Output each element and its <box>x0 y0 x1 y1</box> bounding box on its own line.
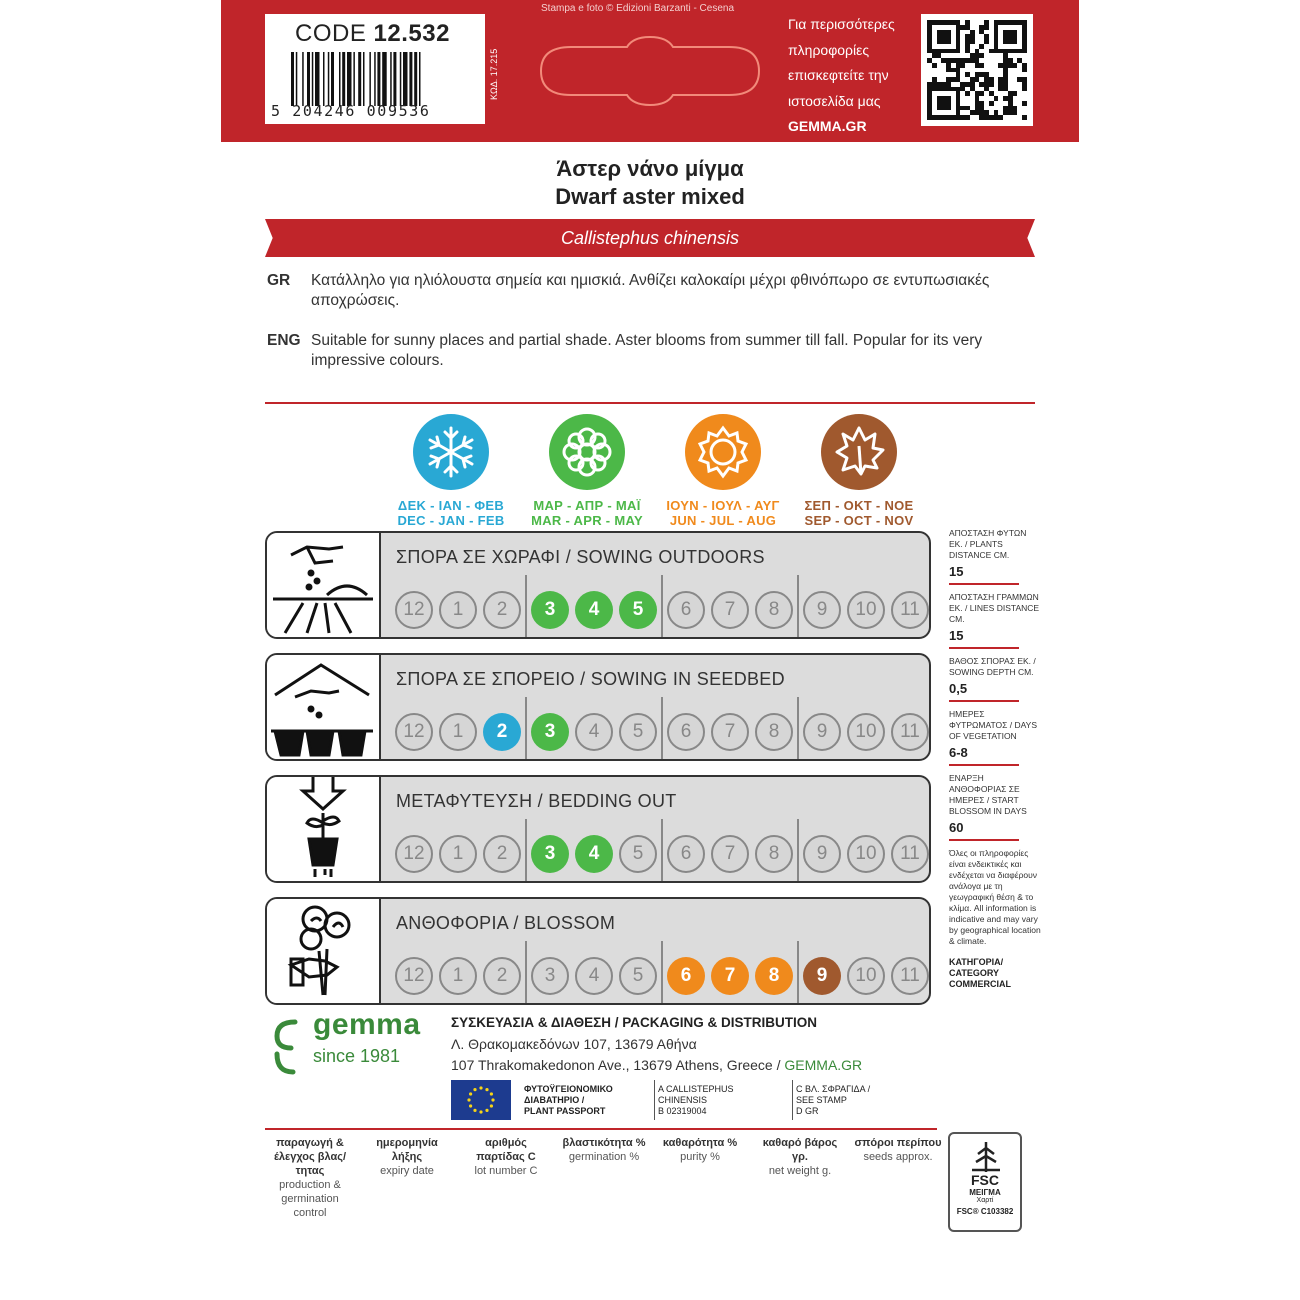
month-1: 1 <box>439 591 477 629</box>
month-10: 10 <box>847 835 885 873</box>
season-autumn: ΣΕΠ - ΟΚΤ - ΝΟΕ SEP - OCT - NOV <box>799 414 919 528</box>
sowing-depth-value: 0,5 <box>949 681 1019 702</box>
category-label: ΚΑΤΗΓΟΡΙΑ/ CATEGORY COMMERCIAL <box>949 957 1011 989</box>
season-separator <box>661 941 663 1005</box>
passport-divider <box>792 1080 793 1120</box>
barcode-panel <box>265 14 485 124</box>
month-5: 5 <box>619 835 657 873</box>
month-9: 9 <box>803 713 841 751</box>
flower-icon <box>549 414 625 490</box>
month-1: 1 <box>439 835 477 873</box>
month-5: 5 <box>619 957 657 995</box>
months-row-1 <box>387 713 927 753</box>
spec-label: ΑΠΟΣΤΑΣΗ ΓΡΑΜΜΩΝ ΕΚ. / LINES DISTANCE CM. <box>949 592 1040 624</box>
footer-seeds: σπόροι περίπου seeds approx. <box>854 1137 942 1163</box>
month-1: 1 <box>439 713 477 751</box>
month-5: 5 <box>619 591 657 629</box>
season-separator <box>661 575 663 639</box>
spec-label: ΕΝΑΡΞΗ ΑΝΘΟΦΟΡΙΑΣ ΣΕ ΗΜΕΡΕΣ / START BLOSSOM IN DAYS <box>949 773 1027 816</box>
plants-distance-value: 15 <box>949 564 1019 585</box>
month-4: 4 <box>575 591 613 629</box>
distribution-website-link[interactable]: GEMMA.GR <box>784 1057 863 1073</box>
brand-since: since 1981 <box>313 1046 401 1066</box>
month-3: 3 <box>531 957 569 995</box>
month-8: 8 <box>755 957 793 995</box>
footer-lot: αριθμός παρτίδας C lot number C <box>474 1137 538 1177</box>
latin-name: Callistephus chinensis <box>560 228 740 248</box>
row-sowing-seedbed: ΣΠΟΡΑ ΣΕ ΣΠΟΡΕΙΟ / SOWING IN SEEDBED 12 1 2 3 4 5 6 7 8 9 10 11 <box>265 653 931 761</box>
fsc-tree-icon <box>968 1140 1004 1174</box>
seed-packet-back: CODE 12.532 5 204246 009536 ΚΩΔ. 17.215 Stampa e foto © Edizioni Barzanti - Cesena Για περισσότερες πληροφορίες επισκεφτείτε την ιστοσελίδα μας GEMMA.GR Άστερ νάνο μίγμα Dwarf aster mixed Callistephus chinensis GR Κατάλληλο για ηλιόλουστα σημεία και ημισκιά. Ανθίζει καλοκαίρι μέχρι φθινόπωρο σε εντυπωσιακές αποχρώσεις. ENG Suitable for sunny places and partial shade. Aster blooms from summer till fall. Popular for its very impressive colours. ΔΕΚ - ΙΑΝ - ΦΕΒ DEC - JAN - FEB ΜΑΡ - ΑΠΡ - ΜΑΪ MAR - APR - MAY ΙΟΥΝ - ΙΟΥΛ - ΑΥΓ JUN - JUL - AUG ΣΕΠ - ΟΚΤ - ΝΟΕ SEP - OCT - NOV ΣΠΟΡΑ ΣΕ ΧΩΡΑΦΙ / SOWING OUTDOORS 12 1 2 3 4 5 6 7 8 9 10 11 ΣΠΟΡΑ ΣΕ ΣΠΟΡΕΙΟ / SOWING IN SEEDBED 12 1 2 3 4 5 6 7 8 9 10 11 ΜΕΤΑΦΥΤΕΥΣΗ / BEDDING OUT 12 1 2 3 4 5 6 7 8 9 10 11 ΑΝΘΟΦΟΡΙΑ / BLOSSOM 12 1 2 3 4 5 6 7 8 9 10 11 ΑΠΟΣΤΑΣΗ ΦΥΤΩΝ ΕΚ. / PLANTS DISTANCE CM. 15 ΑΠΟΣΤΑΣΗ ΓΡΑΜΜΩΝ ΕΚ. / LINES DISTANCE CM. 15 ΒΑΘΟΣ ΣΠΟΡΑΣ ΕΚ. / SOWING DEPTH CM. 0,5 ΗΜΕΡΕΣ ΦΥΤΡΩΜΑΤΟΣ / DAYS OF VEGETATION 6-8 ΕΝΑΡΞΗ ΑΝΘΟΦΟΡΙΑΣ ΣΕ ΗΜΕΡΕΣ / START BLOSSOM IN DAYS 60 Όλες οι πληροφορίες είναι ενδεικτικές και ενδέχεται να διαφέρουν ανάλογα με τη γεωγραφική θέση & το κλίμα. All information is indicative and may vary by geographical location & climate. ΚΑΤΗΓΟΡΙΑ/ CATEGORY COMMERCIAL gemma since 1981 ΣΥΣΚΕΥΑΣΙΑ & ΔΙΑΘΕΣΗ / PACKAGING & DISTRIBUTION Λ. Θρακομακεδόνων 107, 13679 Αθήνα 107 Thrakomakedonon Ave., 13679 Athens, Greece / GEMMA.GR ΦΥΤΟΫΓΕΙΟΝΟΜΙΚΟ ΔΙΑΒΑΤΗΡΙΟ / PLANT PASSPORT A CALLISTEPHUS CHINENSIS B 02319004 C ΒΛ. ΣΦΡΑΓΙΔΑ / SEE STAMP D GR παραγωγή & έλεγχος βλας/τητας production & germination control ημερομηνία λήξης expiry date αριθμός παρτίδας C lot number C βλαστικότητα % germination % καθαρότητα % purity % καθαρό βάρος γρ. net weight g. σπόροι περίπου seeds approx. FSC ΜΕΙΓΜΑ Χαρτί FSC® C103382 <box>221 0 1079 1300</box>
month-11: 11 <box>891 957 929 995</box>
month-2: 2 <box>483 835 521 873</box>
month-6: 6 <box>667 591 705 629</box>
month-7: 7 <box>711 957 749 995</box>
month-7: 7 <box>711 591 749 629</box>
distribution-heading: ΣΥΣΚΕΥΑΣΙΑ & ΔΙΑΘΕΣΗ / PACKAGING & DISTRIBUTION <box>451 1015 818 1030</box>
month-12: 12 <box>395 957 433 995</box>
plant-passport-title: ΦΥΤΟΫΓΕΙΟΝΟΜΙΚΟ ΔΙΑΒΑΤΗΡΙΟ / PLANT PASSPORT <box>524 1084 613 1116</box>
cultivation-specs <box>949 528 1041 990</box>
header-band <box>221 0 1079 142</box>
months-row-3 <box>387 957 927 997</box>
month-10: 10 <box>847 591 885 629</box>
rose-icon <box>267 899 381 1003</box>
month-3: 3 <box>531 835 569 873</box>
month-8: 8 <box>755 713 793 751</box>
qr-code-icon <box>927 20 1027 120</box>
season-separator <box>661 697 663 761</box>
blossom-days-value: 60 <box>949 820 1019 841</box>
website-link[interactable]: GEMMA.GR <box>788 118 867 134</box>
plant-passport-ab: A CALLISTEPHUS CHINENSIS B 02319004 <box>658 1084 734 1116</box>
season-separator <box>661 819 663 883</box>
footer-weight: καθαρό βάρος γρ. net weight g. <box>762 1137 838 1177</box>
month-3: 3 <box>531 713 569 751</box>
season-separator <box>797 575 799 639</box>
spec-label: ΒΑΘΟΣ ΣΠΟΡΑΣ ΕΚ. / SOWING DEPTH CM. <box>949 656 1036 677</box>
product-title-english: Dwarf aster mixed <box>555 184 745 209</box>
address-greek: Λ. Θρακομακεδόνων 107, 13679 Αθήνα <box>451 1036 697 1052</box>
month-12: 12 <box>395 591 433 629</box>
eu-flag-icon <box>451 1080 511 1120</box>
hang-hole-icon <box>535 35 765 107</box>
month-7: 7 <box>711 713 749 751</box>
month-12: 12 <box>395 835 433 873</box>
month-4: 4 <box>575 713 613 751</box>
vegetation-days-value: 6-8 <box>949 745 1019 766</box>
month-2: 2 <box>483 713 521 751</box>
season-summer: ΙΟΥΝ - ΙΟΥΛ - ΑΥΓ JUN - JUL - AUG <box>663 414 783 528</box>
month-10: 10 <box>847 713 885 751</box>
season-separator <box>525 819 527 883</box>
month-7: 7 <box>711 835 749 873</box>
month-2: 2 <box>483 591 521 629</box>
month-11: 11 <box>891 835 929 873</box>
seedbed-icon <box>267 655 381 759</box>
month-10: 10 <box>847 957 885 995</box>
month-6: 6 <box>667 835 705 873</box>
ean-number: 5 204246 009536 <box>271 102 431 120</box>
month-11: 11 <box>891 591 929 629</box>
section-divider <box>265 402 1035 404</box>
month-11: 11 <box>891 713 929 751</box>
info-text: Για περισσότερες πληροφορίες επισκεφτείτε την ιστοσελίδα μας GEMMA.GR <box>788 12 895 140</box>
season-winter: ΔΕΚ - ΙΑΝ - ΦΕΒ DEC - JAN - FEB <box>391 414 511 528</box>
row-sowing-outdoors: ΣΠΟΡΑ ΣΕ ΧΩΡΑΦΙ / SOWING OUTDOORS 12 1 2 3 4 5 6 7 8 9 10 11 <box>265 531 931 639</box>
barcode-icon <box>289 52 469 106</box>
sowing-outdoors-icon <box>267 533 381 637</box>
months-row-2 <box>387 835 927 875</box>
month-4: 4 <box>575 835 613 873</box>
month-6: 6 <box>667 957 705 995</box>
footer-production: παραγωγή & έλεγχος βλας/τητας production & germination control <box>273 1137 347 1219</box>
month-3: 3 <box>531 591 569 629</box>
row-blossom: ΑΝΘΟΦΟΡΙΑ / BLOSSOM 12 1 2 3 4 5 6 7 8 9 10 11 <box>265 897 931 1005</box>
brand-name: gemma <box>313 1008 421 1041</box>
season-separator <box>525 575 527 639</box>
leaf-icon <box>821 414 897 490</box>
month-6: 6 <box>667 713 705 751</box>
plant-passport-cd: C ΒΛ. ΣΦΡΑΓΙΔΑ / SEE STAMP D GR <box>796 1084 871 1116</box>
snowflake-icon <box>413 414 489 490</box>
footer-purity: καθαρότητα % purity % <box>662 1137 738 1163</box>
disclaimer-note: Όλες οι πληροφορίες είναι ενδεικτικές και ενδέχεται να διαφέρουν ανάλογα με τη γεωγραφική θέση & το κλίμα. All information is indicative and may vary by geographical location & climate. <box>949 848 1041 946</box>
month-2: 2 <box>483 957 521 995</box>
season-spring: ΜΑΡ - ΑΠΡ - ΜΑΪ MAR - APR - MAY <box>527 414 647 528</box>
address-english: 107 Thrakomakedonon Ave., 13679 Athens, Greece / GEMMA.GR <box>451 1057 863 1073</box>
footer-expiry: ημερομηνία λήξης expiry date <box>376 1137 438 1177</box>
qr-code[interactable] <box>921 14 1033 126</box>
footer-germination: βλαστικότητα % germination % <box>562 1137 646 1163</box>
spec-label: ΗΜΕΡΕΣ ΦΥΤΡΩΜΑΤΟΣ / DAYS OF VEGETATION <box>949 709 1038 741</box>
month-9: 9 <box>803 591 841 629</box>
internal-code: ΚΩΔ. 17.215 <box>489 48 499 100</box>
spec-label: ΑΠΟΣΤΑΣΗ ΦΥΤΩΝ ΕΚ. / PLANTS DISTANCE CM. <box>949 528 1027 560</box>
lines-distance-value: 15 <box>949 628 1019 649</box>
month-12: 12 <box>395 713 433 751</box>
months-row-0 <box>387 591 927 631</box>
season-separator <box>797 941 799 1005</box>
season-separator <box>797 697 799 761</box>
fsc-label: FSC ΜΕΙΓΜΑ Χαρτί FSC® C103382 <box>948 1132 1022 1232</box>
month-8: 8 <box>755 591 793 629</box>
product-title-greek: Άστερ νάνο μίγμα <box>556 156 744 181</box>
month-4: 4 <box>575 957 613 995</box>
passport-divider <box>654 1080 655 1120</box>
transplant-icon <box>267 777 381 881</box>
month-9: 9 <box>803 835 841 873</box>
month-5: 5 <box>619 713 657 751</box>
product-code: CODE 12.532 <box>295 20 450 47</box>
month-9: 9 <box>803 957 841 995</box>
month-8: 8 <box>755 835 793 873</box>
print-credit: Stampa e foto © Edizioni Barzanti - Cesena <box>541 3 735 14</box>
season-separator <box>525 941 527 1005</box>
month-1: 1 <box>439 957 477 995</box>
row-bedding-out: ΜΕΤΑΦΥΤΕΥΣΗ / BEDDING OUT 12 1 2 3 4 5 6 7 8 9 10 11 <box>265 775 931 883</box>
season-separator <box>797 819 799 883</box>
sun-icon <box>685 414 761 490</box>
footer-divider <box>265 1128 937 1130</box>
season-separator <box>525 697 527 761</box>
